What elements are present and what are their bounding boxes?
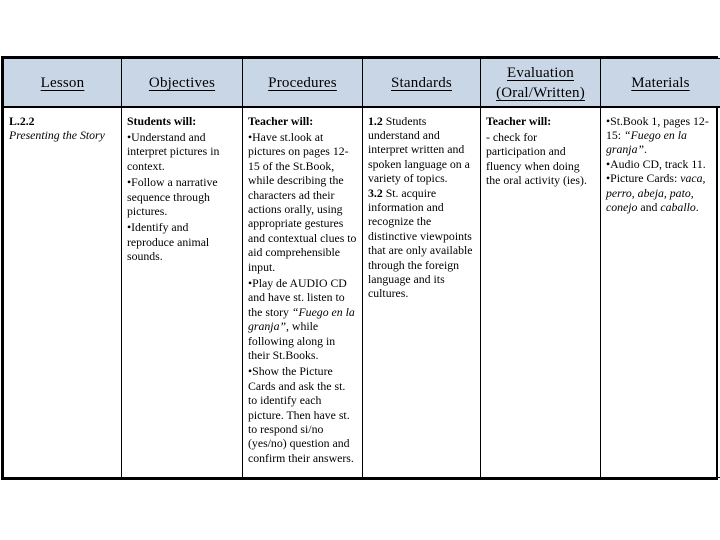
materials-cell (601, 107, 720, 478)
lesson-code: L.2.2 (9, 113, 35, 128)
header-standards: Standards (363, 59, 481, 107)
standard-1-number: 1.2 (368, 113, 383, 128)
procedures-cell (243, 107, 363, 478)
standards-cell (363, 107, 481, 478)
material-item-1-pre: •St.Book 1, pages 12-15: (606, 113, 709, 142)
procedure-item-2-post: , while following along in their St.Books. (248, 319, 336, 362)
standard-2-text: St. acquire information and recognize the distinctive viewpoints that are only available through the foreign language and its cultures. (368, 185, 473, 301)
animal-last: caballo (660, 199, 696, 214)
objective-item: •Understand and interpret pictures in context. (127, 129, 220, 173)
procedure-item-1: •Have st.look at pictures on pages 12-15 of the St.Book, while describing the characters ad their actions orally, using appropriate gestures and contextual clues to aid comprehensible input. (248, 129, 357, 274)
evaluation-text: - check for participation and fluency when doing the oral activity (ies). (486, 129, 587, 188)
objectives-cell (122, 107, 243, 478)
lesson-plan-table (1, 56, 718, 480)
objective-item: •Follow a narrative sequence through pictures. (127, 175, 218, 218)
story-title: “Fuego en la granja” (248, 304, 355, 334)
procedure-item-2-pre: •Play de AUDIO CD and have st. listen to the story (248, 275, 347, 319)
material-item-3 (606, 171, 715, 214)
header-procedures: Procedures (243, 59, 363, 107)
material-item-3-end: . (695, 199, 699, 214)
objectives-intro: Students will: (127, 113, 197, 128)
evaluation-cell (481, 107, 601, 478)
animal-list: vaca, perro, abeja, pato, conejo (606, 171, 706, 214)
header-row (4, 59, 720, 107)
standard-1-text: Students understand and interpret written and spoken language on a variety of topics. (368, 113, 470, 186)
lesson-cell (4, 107, 122, 478)
material-item-1 (606, 114, 715, 157)
material-item-3-pre: •Picture Cards: (606, 171, 681, 186)
procedures-intro: Teacher will: (248, 113, 314, 128)
standard-2-number: 3.2 (368, 185, 383, 200)
procedure-item-2 (248, 276, 357, 362)
header-objectives: Objectives (122, 59, 243, 107)
standard-2 (368, 186, 475, 301)
objective-item: •Identify and reproduce animal sounds. (127, 220, 210, 264)
header-evaluation: Evaluation (Oral/Written) (481, 59, 601, 107)
procedure-item-3: •Show the Picture Cards and ask the st. to identify each picture. Then have st. to respond si/no (yes/no) question and confirm their answers. (248, 364, 354, 465)
header-materials: Materials (601, 59, 720, 107)
lesson-title: Presenting the Story (9, 127, 105, 142)
header-lesson: Lesson (4, 59, 122, 107)
material-item-2: •Audio CD, track 11. (606, 156, 706, 171)
material-item-3-and: and (637, 199, 661, 214)
material-item-1-post: . (644, 142, 647, 157)
content-row (4, 107, 720, 478)
evaluation-intro: Teacher will: (486, 113, 552, 128)
standard-1 (368, 114, 475, 186)
material-story-title: “Fuego en la granja” (606, 127, 687, 157)
lesson-plan-grid (3, 58, 720, 478)
